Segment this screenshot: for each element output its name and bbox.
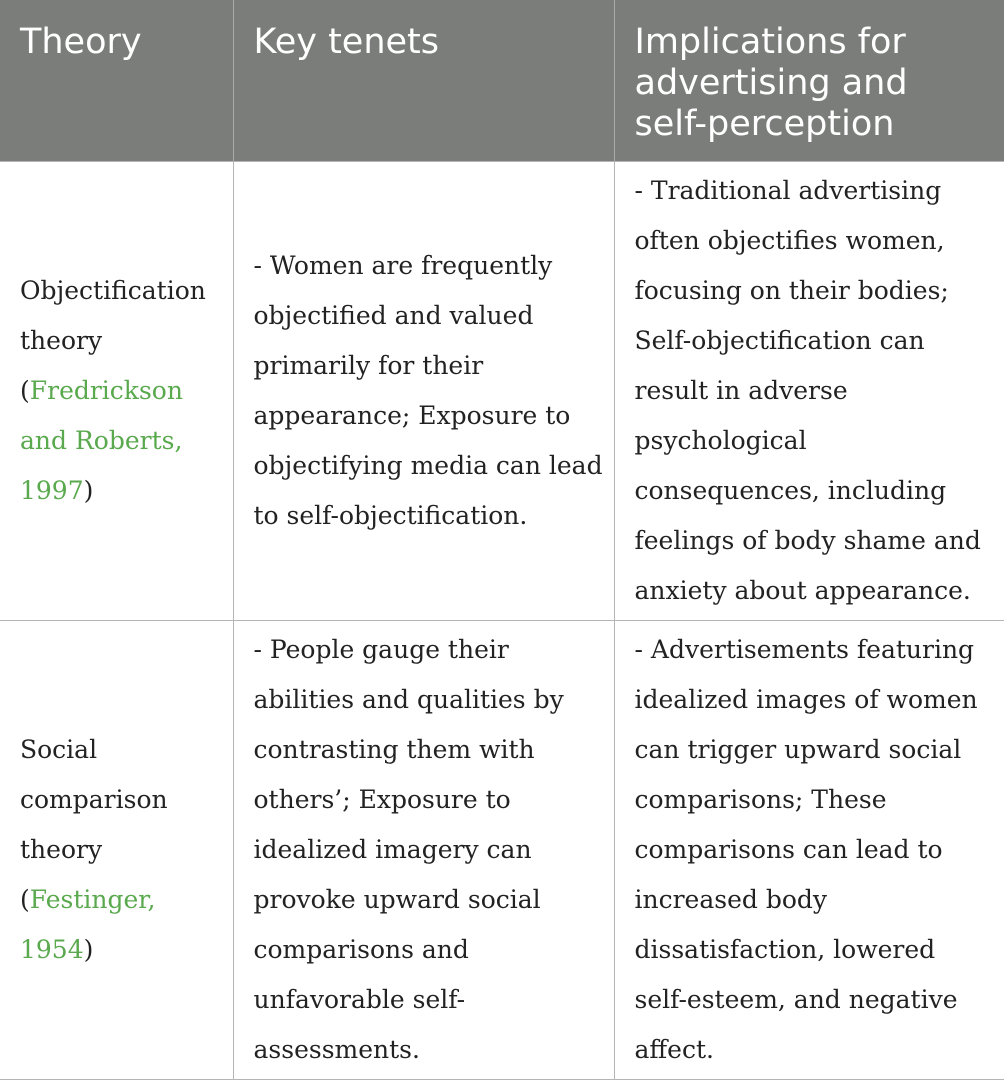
header-row	[0, 0, 1004, 162]
theory-name: Social comparison theory	[20, 735, 168, 864]
citation-close-paren: )	[83, 935, 94, 964]
theory-cell	[0, 621, 233, 1080]
table-header	[0, 0, 1004, 162]
citation-link[interactable]: Festinger, 1954	[20, 885, 156, 964]
citation-open-paren: (	[20, 885, 30, 914]
header-theory: Theory	[0, 0, 233, 162]
table-row	[0, 162, 1004, 621]
citation-open-paren: (	[20, 376, 30, 405]
citation-close-paren: )	[83, 476, 94, 505]
header-implications: Implications for advertising and self-perception	[614, 0, 1004, 162]
implications-cell: - Advertisements featuring idealized images of women can trigger upward social comparisons; These comparisons can lead to increased body dissatisfaction, lowered self-esteem, and negative affect.	[614, 621, 1004, 1080]
key-tenets-cell: - Women are frequently objectified and valued primarily for their appearance; Exposure to objectifying media can lead to self-objectification.	[233, 162, 614, 621]
key-tenets-cell: - People gauge their abilities and qualities by contrasting them with others’; Exposure to idealized imagery can provoke upward social comparisons and unfavorable self-assessments.	[233, 621, 614, 1080]
theory-name: Objectification theory	[20, 276, 206, 355]
citation-link[interactable]: Fredrickson and Roberts, 1997	[20, 376, 183, 505]
header-key-tenets: Key tenets	[233, 0, 614, 162]
table-row	[0, 621, 1004, 1080]
implications-cell: - Traditional advertising often objectifies women, focusing on their bodies; Self-objectification can result in adverse psychological consequences, including feelings of body shame and anxiety about appearance.	[614, 162, 1004, 621]
table-body	[0, 162, 1004, 1080]
theory-cell	[0, 162, 233, 621]
